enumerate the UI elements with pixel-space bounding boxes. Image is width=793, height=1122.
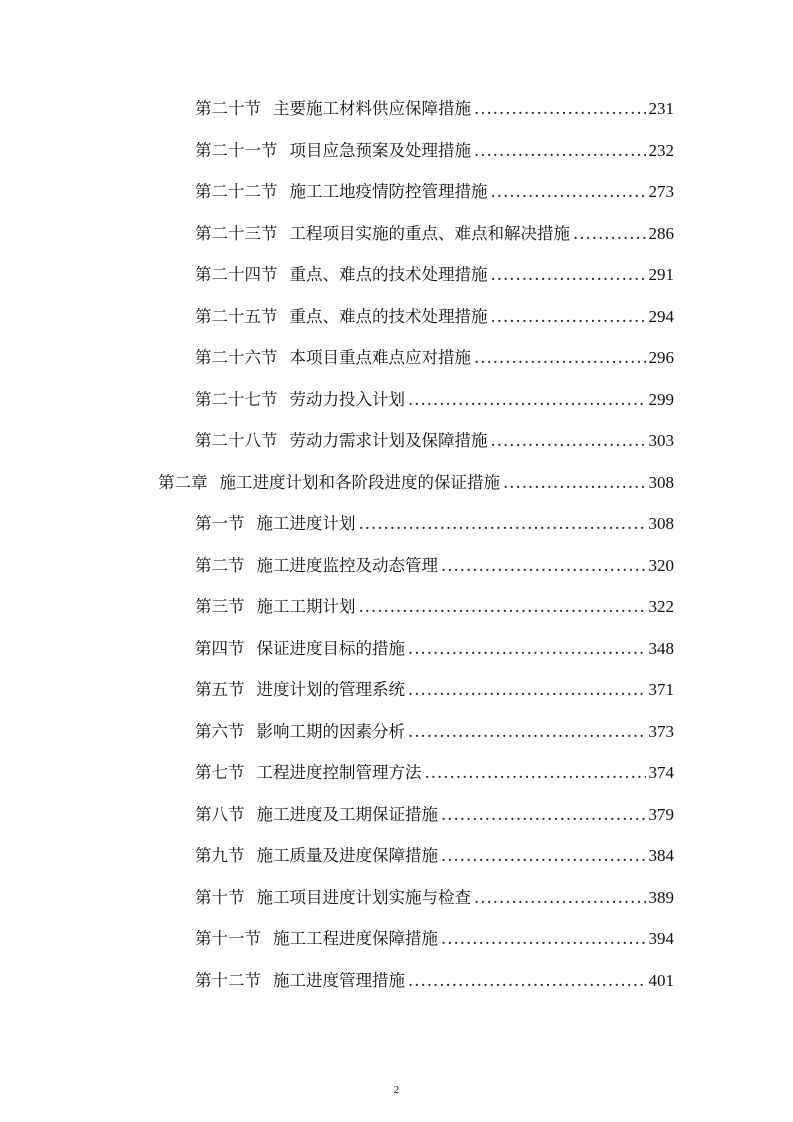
toc-entry-title: 工程进度控制管理方法: [256, 763, 422, 782]
toc-entry-number: 第十二节: [195, 971, 261, 990]
toc-entry-label: [195, 306, 488, 328]
toc-entry[interactable]: [195, 264, 674, 286]
toc-dot-leader: [408, 970, 646, 992]
toc-entry[interactable]: [195, 513, 674, 535]
toc-entry-label: [195, 721, 405, 743]
toc-entry[interactable]: [195, 845, 674, 867]
toc-entry-page: 371: [648, 680, 674, 699]
toc-entry-number: 第二十节: [195, 99, 261, 118]
toc-entry-page: 296: [648, 348, 674, 367]
toc-entry-number: 第十一节: [195, 929, 261, 948]
toc-entry-page: 299: [648, 390, 674, 409]
toc-entry-page: 232: [648, 141, 674, 160]
toc-entry-number: 第二十三节: [195, 224, 278, 243]
toc-entry-page: 389: [648, 888, 674, 907]
toc-entry-page: 303: [648, 431, 674, 450]
toc-entry[interactable]: [195, 762, 674, 784]
toc-entry-number: 第二十七节: [195, 390, 278, 409]
toc-entry[interactable]: [195, 638, 674, 660]
toc-entry[interactable]: [195, 347, 674, 369]
toc-entry-page: 384: [648, 846, 674, 865]
toc-dot-leader: [408, 679, 646, 701]
toc-entry-title: 重点、难点的技术处理措施: [289, 307, 488, 326]
toc-entry[interactable]: [195, 555, 674, 577]
toc-entry-number: 第八节: [195, 805, 245, 824]
toc-entry-page: 401: [648, 971, 674, 990]
toc-entry-label: [195, 679, 405, 701]
toc-entry-label: [195, 223, 570, 245]
toc-entry-number: 第一节: [195, 514, 245, 533]
toc-entry[interactable]: [195, 430, 674, 452]
toc-entry-number: 第五节: [195, 680, 245, 699]
toc-entry-title: 施工质量及进度保障措施: [256, 846, 438, 865]
toc-dot-leader: [491, 430, 646, 452]
toc-entry-page: 294: [648, 307, 674, 326]
toc-dot-leader: [491, 264, 646, 286]
toc-entry[interactable]: [195, 596, 674, 618]
toc-entry-page: 308: [648, 514, 674, 533]
toc-dot-leader: [441, 928, 646, 950]
toc-entry-title: 主要施工材料供应保障措施: [273, 99, 471, 118]
toc-entry[interactable]: [195, 181, 674, 203]
toc-dot-leader: [474, 140, 646, 162]
toc-entry-title: 施工进度及工期保证措施: [256, 805, 438, 824]
toc-entry-title: 施工进度管理措施: [273, 971, 405, 990]
toc-entry-label: [195, 970, 405, 992]
toc-entry[interactable]: [195, 804, 674, 826]
toc-entry-page: 374: [648, 763, 674, 782]
toc-entry-number: 第七节: [195, 763, 245, 782]
toc-entry-number: 第二十一节: [195, 141, 278, 160]
toc-entry-number: 第二十六节: [195, 348, 278, 367]
toc-entry-page: 379: [648, 805, 674, 824]
toc-entry-number: 第二十五节: [195, 307, 278, 326]
toc-entry-label: [195, 804, 438, 826]
toc-entry-title: 施工进度监控及动态管理: [256, 556, 438, 575]
toc-entry-page: 322: [648, 597, 674, 616]
toc-dot-leader: [503, 472, 646, 494]
toc-entry-number: 第二十二节: [195, 182, 278, 201]
toc-dot-leader: [441, 845, 646, 867]
toc-entry[interactable]: [195, 887, 674, 909]
toc-entry-title: 施工工程进度保障措施: [273, 929, 438, 948]
toc-dot-leader: [408, 721, 646, 743]
toc-entry-label: [195, 513, 356, 535]
toc-entry-page: 348: [648, 639, 674, 658]
toc-dot-leader: [573, 223, 646, 245]
toc-entry-title: 工程项目实施的重点、难点和解决措施: [289, 224, 570, 243]
toc-entry-title: 项目应急预案及处理措施: [289, 141, 471, 160]
toc-entry-number: 第二章: [158, 473, 208, 492]
toc-entry-label: [195, 887, 471, 909]
toc-entry-label: [195, 264, 488, 286]
toc-entry-page: 231: [648, 99, 674, 118]
toc-entry-label: [195, 430, 488, 452]
toc-entry-title: 施工进度计划: [256, 514, 356, 533]
toc-entry-label: [195, 347, 471, 369]
toc-entry-title: 劳动力需求计划及保障措施: [289, 431, 488, 450]
toc-entry-label: [195, 845, 438, 867]
toc-dot-leader: [441, 555, 646, 577]
toc-dot-leader: [474, 887, 646, 909]
toc-entry-label: [195, 140, 471, 162]
toc-entry[interactable]: [195, 306, 674, 328]
toc-dot-leader: [408, 389, 646, 411]
toc-entry-title: 保证进度目标的措施: [256, 639, 405, 658]
toc-entry-page: 394: [648, 929, 674, 948]
toc-entry[interactable]: [195, 679, 674, 701]
toc-entry-title: 劳动力投入计划: [289, 390, 405, 409]
toc-entry-number: 第九节: [195, 846, 245, 865]
toc-entry-page: 286: [648, 224, 674, 243]
toc-entry[interactable]: [195, 970, 674, 992]
toc-entry-page: 320: [648, 556, 674, 575]
toc-entry-number: 第六节: [195, 722, 245, 741]
toc-dot-leader: [359, 596, 646, 618]
page-number: 2: [393, 1084, 400, 1096]
toc-entry-number: 第四节: [195, 639, 245, 658]
toc-entry-page: 291: [648, 265, 674, 284]
toc-entry-label: [195, 389, 405, 411]
toc-entry-label: [195, 638, 405, 660]
toc-entry-title: 施工项目进度计划实施与检查: [256, 888, 471, 907]
toc-entry-label: [195, 555, 438, 577]
toc-entry[interactable]: [195, 98, 674, 120]
toc-entry-label: [195, 928, 438, 950]
toc-dot-leader: [408, 638, 646, 660]
toc-entry-page: 273: [648, 182, 674, 201]
toc-dot-leader: [425, 762, 646, 784]
toc-entry-label: [195, 762, 422, 784]
toc-entry-label: [195, 181, 488, 203]
toc-entry-title: 施工进度计划和各阶段进度的保证措施: [219, 473, 500, 492]
toc-entry-title: 施工工期计划: [256, 597, 356, 616]
toc-entry-number: 第二十八节: [195, 431, 278, 450]
toc-entry[interactable]: [195, 389, 674, 411]
toc-entry[interactable]: [195, 721, 674, 743]
toc-entry-title: 施工工地疫情防控管理措施: [289, 182, 488, 201]
toc-entry-title: 本项目重点难点应对措施: [289, 348, 471, 367]
toc-entry-number: 第十节: [195, 888, 245, 907]
toc-entry[interactable]: [195, 928, 674, 950]
toc-dot-leader: [491, 181, 646, 203]
toc-dot-leader: [474, 98, 646, 120]
toc-entry-number: 第二节: [195, 556, 245, 575]
toc-dot-leader: [491, 306, 646, 328]
toc-dot-leader: [474, 347, 646, 369]
toc-dot-leader: [359, 513, 646, 535]
toc-entry-number: 第二十四节: [195, 265, 278, 284]
toc-entry-page: 373: [648, 722, 674, 741]
toc-entry-page: 308: [648, 473, 674, 492]
toc-chapter-entry[interactable]: [158, 472, 674, 494]
toc-entry-label: [195, 596, 356, 618]
toc-dot-leader: [441, 804, 646, 826]
toc-entry-label: [195, 98, 471, 120]
toc-entry-number: 第三节: [195, 597, 245, 616]
toc-entry-title: 影响工期的因素分析: [256, 722, 405, 741]
toc-entry-title: 重点、难点的技术处理措施: [289, 265, 488, 284]
toc-entry-title: 进度计划的管理系统: [256, 680, 405, 699]
toc-entry[interactable]: [195, 140, 674, 162]
toc-entry-label: [158, 472, 500, 494]
toc-entry[interactable]: [195, 223, 674, 245]
